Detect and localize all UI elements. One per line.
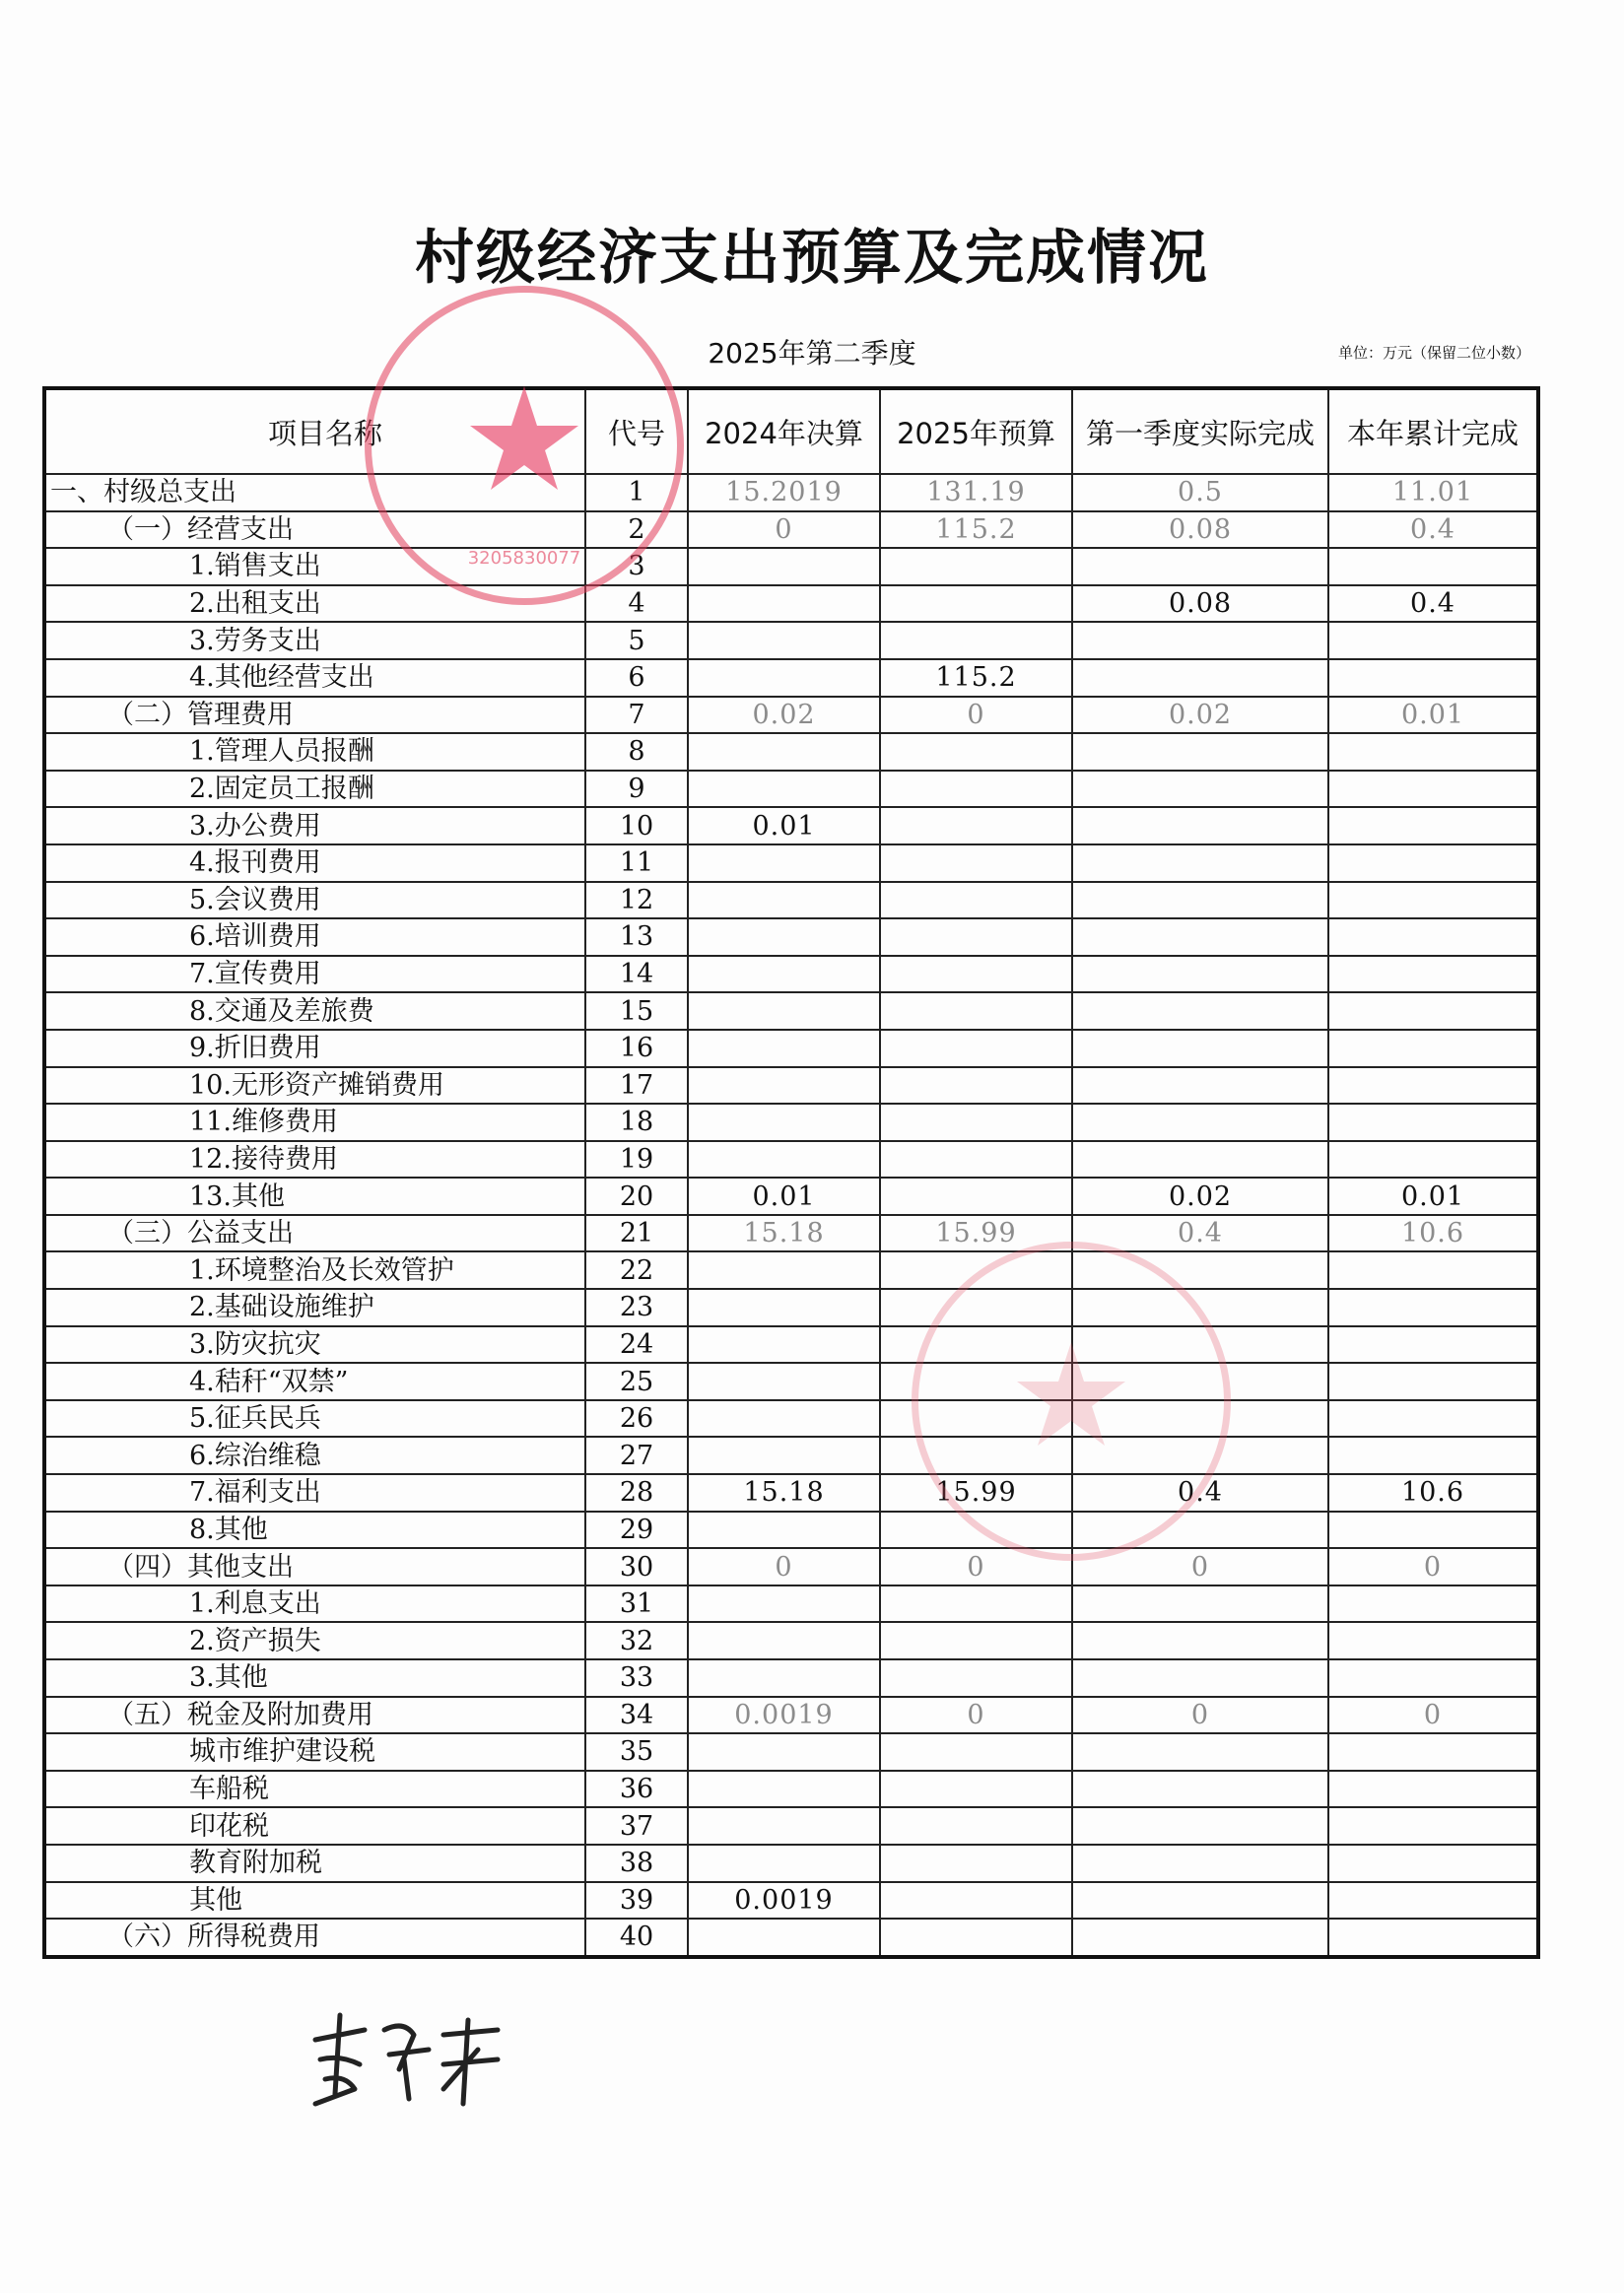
cell-q1-actual — [1072, 1400, 1328, 1438]
cell-2024-final — [688, 1622, 880, 1659]
table-row — [44, 1622, 1538, 1659]
cell-q1-actual: 0 — [1072, 1548, 1328, 1585]
cell-2025-budget — [880, 585, 1072, 623]
table-body — [44, 474, 1538, 1957]
table-row — [44, 771, 1538, 808]
cell-ytd-total — [1328, 992, 1538, 1030]
cell-ytd-total: 10.6 — [1328, 1215, 1538, 1252]
cell-q1-actual: 0.02 — [1072, 1178, 1328, 1215]
cell-q1-actual — [1072, 1771, 1328, 1808]
row-item-name: 5.会议费用 — [44, 882, 585, 919]
row-code: 5 — [585, 622, 688, 659]
row-code: 24 — [585, 1326, 688, 1364]
column-header-2024-final: 2024年决算 — [688, 388, 880, 474]
cell-2025-budget — [880, 1104, 1072, 1141]
row-code: 9 — [585, 771, 688, 808]
cell-2025-budget: 115.2 — [880, 511, 1072, 549]
cell-ytd-total — [1328, 1659, 1538, 1697]
row-code: 22 — [585, 1251, 688, 1289]
row-code: 12 — [585, 882, 688, 919]
cell-2025-budget — [880, 1437, 1072, 1474]
cell-ytd-total — [1328, 918, 1538, 956]
cell-2024-final — [688, 733, 880, 771]
cell-2024-final: 15.18 — [688, 1215, 880, 1252]
row-code: 10 — [585, 807, 688, 844]
unit-note: 单位：万元（保留二位小数） — [1337, 344, 1530, 362]
cell-q1-actual — [1072, 1363, 1328, 1400]
row-item-name: 3.劳务支出 — [44, 622, 585, 659]
cell-2024-final: 0.01 — [688, 1178, 880, 1215]
row-code: 28 — [585, 1474, 688, 1512]
row-code: 13 — [585, 918, 688, 956]
cell-2024-final: 0.02 — [688, 697, 880, 734]
row-code: 6 — [585, 659, 688, 697]
cell-2024-final: 0 — [688, 511, 880, 549]
cell-q1-actual — [1072, 771, 1328, 808]
cell-q1-actual — [1072, 1733, 1328, 1771]
row-code: 23 — [585, 1289, 688, 1326]
cell-2024-final — [688, 1289, 880, 1326]
table-row — [44, 1289, 1538, 1326]
row-item-name: 1.利息支出 — [44, 1585, 585, 1623]
cell-ytd-total — [1328, 1289, 1538, 1326]
column-header-name: 项目名称 — [44, 388, 585, 474]
cell-q1-actual — [1072, 733, 1328, 771]
cell-2024-final — [688, 1251, 880, 1289]
cell-2025-budget — [880, 1251, 1072, 1289]
cell-2024-final — [688, 844, 880, 882]
cell-2024-final — [688, 992, 880, 1030]
cell-q1-actual — [1072, 1512, 1328, 1549]
row-item-name: 9.折旧费用 — [44, 1030, 585, 1067]
cell-q1-actual: 0.4 — [1072, 1215, 1328, 1252]
cell-q1-actual — [1072, 622, 1328, 659]
cell-ytd-total — [1328, 659, 1538, 697]
row-item-name: （一）经营支出 — [44, 511, 585, 549]
cell-q1-actual: 0 — [1072, 1697, 1328, 1734]
cell-2024-final — [688, 1512, 880, 1549]
cell-2025-budget: 115.2 — [880, 659, 1072, 697]
row-code: 39 — [585, 1882, 688, 1920]
cell-q1-actual — [1072, 1882, 1328, 1920]
table-row — [44, 1067, 1538, 1105]
cell-q1-actual — [1072, 918, 1328, 956]
cell-ytd-total — [1328, 1104, 1538, 1141]
row-code: 1 — [585, 474, 688, 511]
table-row — [44, 1215, 1538, 1252]
cell-ytd-total — [1328, 622, 1538, 659]
cell-2024-final — [688, 1585, 880, 1623]
cell-2024-final — [688, 1733, 880, 1771]
table-row — [44, 882, 1538, 919]
table-row — [44, 1474, 1538, 1512]
cell-q1-actual — [1072, 1659, 1328, 1697]
cell-ytd-total — [1328, 1251, 1538, 1289]
cell-2025-budget — [880, 1622, 1072, 1659]
row-code: 35 — [585, 1733, 688, 1771]
cell-2024-final — [688, 1326, 880, 1364]
cell-2024-final: 15.18 — [688, 1474, 880, 1512]
cell-2024-final — [688, 1437, 880, 1474]
row-item-name: 2.固定员工报酬 — [44, 771, 585, 808]
cell-2025-budget — [880, 807, 1072, 844]
cell-q1-actual — [1072, 807, 1328, 844]
cell-2025-budget — [880, 1030, 1072, 1067]
table-row — [44, 1807, 1538, 1845]
cell-ytd-total: 0.4 — [1328, 511, 1538, 549]
cell-2024-final — [688, 918, 880, 956]
row-item-name: 4.其他经营支出 — [44, 659, 585, 697]
row-item-name: 1.管理人员报酬 — [44, 733, 585, 771]
cell-2025-budget — [880, 1659, 1072, 1697]
cell-2024-final — [688, 1067, 880, 1105]
cell-2024-final — [688, 622, 880, 659]
row-item-name: 3.防灾抗灾 — [44, 1326, 585, 1364]
row-item-name: （四）其他支出 — [44, 1548, 585, 1585]
row-item-name: 8.交通及差旅费 — [44, 992, 585, 1030]
cell-q1-actual — [1072, 1289, 1328, 1326]
row-item-name: 7.宣传费用 — [44, 956, 585, 993]
row-item-name: （六）所得税费用 — [44, 1919, 585, 1957]
period-label: 2025年第二季度 — [708, 337, 916, 370]
row-code: 4 — [585, 585, 688, 623]
row-item-name: 6.综治维稳 — [44, 1437, 585, 1474]
row-item-name: 城市维护建设税 — [44, 1733, 585, 1771]
row-code: 18 — [585, 1104, 688, 1141]
cell-2025-budget — [880, 956, 1072, 993]
cell-ytd-total — [1328, 1437, 1538, 1474]
cell-2025-budget — [880, 992, 1072, 1030]
table-row — [44, 1882, 1538, 1920]
table-row — [44, 1437, 1538, 1474]
table-row — [44, 1585, 1538, 1623]
cell-2024-final: 0.01 — [688, 807, 880, 844]
row-item-name: 6.培训费用 — [44, 918, 585, 956]
row-code: 7 — [585, 697, 688, 734]
cell-q1-actual — [1072, 548, 1328, 585]
table-row — [44, 1104, 1538, 1141]
cell-q1-actual — [1072, 882, 1328, 919]
cell-2025-budget — [880, 844, 1072, 882]
cell-q1-actual: 0.08 — [1072, 511, 1328, 549]
row-item-name: 车船税 — [44, 1771, 585, 1808]
cell-2024-final — [688, 1030, 880, 1067]
table-row — [44, 1141, 1538, 1179]
table-row — [44, 1733, 1538, 1771]
table-row — [44, 1363, 1538, 1400]
cell-2025-budget — [880, 1363, 1072, 1400]
handwritten-signature — [296, 2000, 512, 2119]
row-item-name: 1.销售支出 — [44, 548, 585, 585]
cell-2025-budget — [880, 733, 1072, 771]
cell-ytd-total — [1328, 548, 1538, 585]
cell-q1-actual: 0.08 — [1072, 585, 1328, 623]
row-item-name: （三）公益支出 — [44, 1215, 585, 1252]
row-item-name: 3.其他 — [44, 1659, 585, 1697]
cell-2024-final — [688, 1919, 880, 1957]
cell-2025-budget: 131.19 — [880, 474, 1072, 511]
document-title: 村级经济支出预算及完成情况 — [415, 224, 1209, 293]
cell-q1-actual — [1072, 1919, 1328, 1957]
cell-q1-actual — [1072, 1104, 1328, 1141]
row-code: 19 — [585, 1141, 688, 1179]
row-code: 31 — [585, 1585, 688, 1623]
row-code: 14 — [585, 956, 688, 993]
cell-q1-actual — [1072, 1437, 1328, 1474]
cell-ytd-total: 0.01 — [1328, 697, 1538, 734]
row-code: 34 — [585, 1697, 688, 1734]
table-row — [44, 1251, 1538, 1289]
cell-ytd-total — [1328, 807, 1538, 844]
table-row — [44, 697, 1538, 734]
table-row — [44, 474, 1538, 511]
table-row — [44, 548, 1538, 585]
cell-2025-budget — [880, 918, 1072, 956]
cell-2025-budget — [880, 1585, 1072, 1623]
cell-ytd-total — [1328, 1067, 1538, 1105]
cell-2024-final — [688, 1104, 880, 1141]
row-code: 3 — [585, 548, 688, 585]
cell-q1-actual: 0.02 — [1072, 697, 1328, 734]
cell-ytd-total: 0 — [1328, 1548, 1538, 1585]
row-code: 20 — [585, 1178, 688, 1215]
row-item-name: 4.报刊费用 — [44, 844, 585, 882]
cell-2025-budget: 0 — [880, 1548, 1072, 1585]
row-item-name: 2.基础设施维护 — [44, 1289, 585, 1326]
row-code: 30 — [585, 1548, 688, 1585]
cell-ytd-total — [1328, 1919, 1538, 1957]
cell-ytd-total — [1328, 1771, 1538, 1808]
cell-q1-actual — [1072, 1585, 1328, 1623]
cell-2024-final — [688, 659, 880, 697]
row-code: 11 — [585, 844, 688, 882]
table-row — [44, 1326, 1538, 1364]
row-item-name: 13.其他 — [44, 1178, 585, 1215]
row-item-name: 10.无形资产摊销费用 — [44, 1067, 585, 1105]
row-code: 25 — [585, 1363, 688, 1400]
row-item-name: 教育附加税 — [44, 1845, 585, 1882]
cell-2025-budget: 0 — [880, 1697, 1072, 1734]
row-item-name: 5.征兵民兵 — [44, 1400, 585, 1438]
cell-ytd-total — [1328, 1845, 1538, 1882]
row-item-name: 12.接待费用 — [44, 1141, 585, 1179]
cell-2025-budget — [880, 1919, 1072, 1957]
row-item-name: 一、村级总支出 — [44, 474, 585, 511]
table-row — [44, 1845, 1538, 1882]
seal-code-text: 3205830077 — [467, 548, 581, 569]
cell-q1-actual — [1072, 1141, 1328, 1179]
cell-q1-actual — [1072, 659, 1328, 697]
table-row — [44, 1548, 1538, 1585]
cell-2024-final: 0.0019 — [688, 1697, 880, 1734]
cell-2025-budget — [880, 622, 1072, 659]
table-row — [44, 585, 1538, 623]
cell-q1-actual — [1072, 1067, 1328, 1105]
table-row — [44, 992, 1538, 1030]
row-code: 16 — [585, 1030, 688, 1067]
cell-ytd-total — [1328, 1030, 1538, 1067]
row-item-name: 2.资产损失 — [44, 1622, 585, 1659]
row-code: 27 — [585, 1437, 688, 1474]
table-header-row — [44, 388, 1538, 474]
cell-2024-final — [688, 1807, 880, 1845]
cell-q1-actual — [1072, 844, 1328, 882]
table-row — [44, 1030, 1538, 1067]
cell-ytd-total — [1328, 1622, 1538, 1659]
row-code: 26 — [585, 1400, 688, 1438]
table-row — [44, 807, 1538, 844]
cell-ytd-total — [1328, 771, 1538, 808]
row-code: 36 — [585, 1771, 688, 1808]
cell-ytd-total — [1328, 844, 1538, 882]
row-code: 15 — [585, 992, 688, 1030]
table-row — [44, 1178, 1538, 1215]
cell-2025-budget — [880, 1400, 1072, 1438]
cell-q1-actual — [1072, 1622, 1328, 1659]
cell-2025-budget — [880, 1807, 1072, 1845]
cell-ytd-total — [1328, 1807, 1538, 1845]
cell-ytd-total — [1328, 1141, 1538, 1179]
row-item-name: 1.环境整治及长效管护 — [44, 1251, 585, 1289]
expenditure-table — [42, 386, 1540, 1959]
cell-ytd-total — [1328, 882, 1538, 919]
cell-2025-budget — [880, 771, 1072, 808]
cell-ytd-total — [1328, 1882, 1538, 1920]
cell-q1-actual — [1072, 1807, 1328, 1845]
cell-2024-final — [688, 1141, 880, 1179]
table-row — [44, 918, 1538, 956]
cell-2025-budget — [880, 1067, 1072, 1105]
cell-ytd-total — [1328, 1585, 1538, 1623]
cell-2024-final — [688, 1659, 880, 1697]
row-item-name: （二）管理费用 — [44, 697, 585, 734]
cell-2025-budget — [880, 1882, 1072, 1920]
cell-2024-final — [688, 548, 880, 585]
cell-2025-budget — [880, 1326, 1072, 1364]
cell-ytd-total — [1328, 1326, 1538, 1364]
cell-2025-budget — [880, 1771, 1072, 1808]
table-row — [44, 1659, 1538, 1697]
cell-2024-final — [688, 1400, 880, 1438]
row-item-name: 7.福利支出 — [44, 1474, 585, 1512]
row-item-name: 2.出租支出 — [44, 585, 585, 623]
cell-2024-final: 0.0019 — [688, 1882, 880, 1920]
row-item-name: （五）税金及附加费用 — [44, 1697, 585, 1734]
row-code: 38 — [585, 1845, 688, 1882]
row-code: 32 — [585, 1622, 688, 1659]
row-code: 40 — [585, 1919, 688, 1957]
row-item-name: 其他 — [44, 1882, 585, 1920]
column-header-code: 代号 — [585, 388, 688, 474]
cell-2025-budget: 15.99 — [880, 1215, 1072, 1252]
cell-2024-final — [688, 956, 880, 993]
cell-2024-final — [688, 1845, 880, 1882]
cell-ytd-total — [1328, 1733, 1538, 1771]
row-code: 21 — [585, 1215, 688, 1252]
table-row — [44, 622, 1538, 659]
row-item-name: 印花税 — [44, 1807, 585, 1845]
table-row — [44, 659, 1538, 697]
cell-2025-budget — [880, 1512, 1072, 1549]
cell-2025-budget — [880, 1845, 1072, 1882]
cell-ytd-total: 0.01 — [1328, 1178, 1538, 1215]
cell-q1-actual: 0.4 — [1072, 1474, 1328, 1512]
cell-2025-budget — [880, 1141, 1072, 1179]
cell-q1-actual — [1072, 1030, 1328, 1067]
cell-q1-actual — [1072, 1845, 1328, 1882]
cell-q1-actual — [1072, 992, 1328, 1030]
table-row — [44, 1919, 1538, 1957]
row-item-name: 3.办公费用 — [44, 807, 585, 844]
table-row — [44, 1697, 1538, 1734]
cell-ytd-total — [1328, 1512, 1538, 1549]
cell-q1-actual — [1072, 956, 1328, 993]
cell-ytd-total: 11.01 — [1328, 474, 1538, 511]
row-code: 8 — [585, 733, 688, 771]
cell-2025-budget — [880, 548, 1072, 585]
table-row — [44, 511, 1538, 549]
cell-2025-budget — [880, 1289, 1072, 1326]
cell-ytd-total — [1328, 1363, 1538, 1400]
row-item-name: 4.秸秆“双禁” — [44, 1363, 585, 1400]
table-row — [44, 956, 1538, 993]
cell-2024-final — [688, 585, 880, 623]
cell-2025-budget — [880, 882, 1072, 919]
row-item-name: 8.其他 — [44, 1512, 585, 1549]
column-header-2025-budget: 2025年预算 — [880, 388, 1072, 474]
cell-q1-actual — [1072, 1251, 1328, 1289]
cell-ytd-total — [1328, 733, 1538, 771]
table-row — [44, 1400, 1538, 1438]
row-code: 37 — [585, 1807, 688, 1845]
cell-ytd-total — [1328, 1400, 1538, 1438]
cell-2024-final: 0 — [688, 1548, 880, 1585]
cell-ytd-total — [1328, 956, 1538, 993]
cell-ytd-total: 10.6 — [1328, 1474, 1538, 1512]
cell-2024-final — [688, 771, 880, 808]
row-code: 17 — [585, 1067, 688, 1105]
cell-2024-final — [688, 1363, 880, 1400]
cell-ytd-total: 0 — [1328, 1697, 1538, 1734]
cell-2025-budget: 15.99 — [880, 1474, 1072, 1512]
column-header-ytd-total: 本年累计完成 — [1328, 388, 1538, 474]
cell-2024-final — [688, 1771, 880, 1808]
row-code: 2 — [585, 511, 688, 549]
row-code: 29 — [585, 1512, 688, 1549]
table-row — [44, 844, 1538, 882]
row-item-name: 11.维修费用 — [44, 1104, 585, 1141]
cell-q1-actual — [1072, 1326, 1328, 1364]
cell-2024-final — [688, 882, 880, 919]
cell-2024-final: 15.2019 — [688, 474, 880, 511]
column-header-q1-actual: 第一季度实际完成 — [1072, 388, 1328, 474]
cell-2025-budget — [880, 1178, 1072, 1215]
cell-2025-budget: 0 — [880, 697, 1072, 734]
cell-q1-actual: 0.5 — [1072, 474, 1328, 511]
table-row — [44, 1771, 1538, 1808]
table-row — [44, 733, 1538, 771]
table-row — [44, 1512, 1538, 1549]
cell-ytd-total: 0.4 — [1328, 585, 1538, 623]
cell-2025-budget — [880, 1733, 1072, 1771]
row-code: 33 — [585, 1659, 688, 1697]
